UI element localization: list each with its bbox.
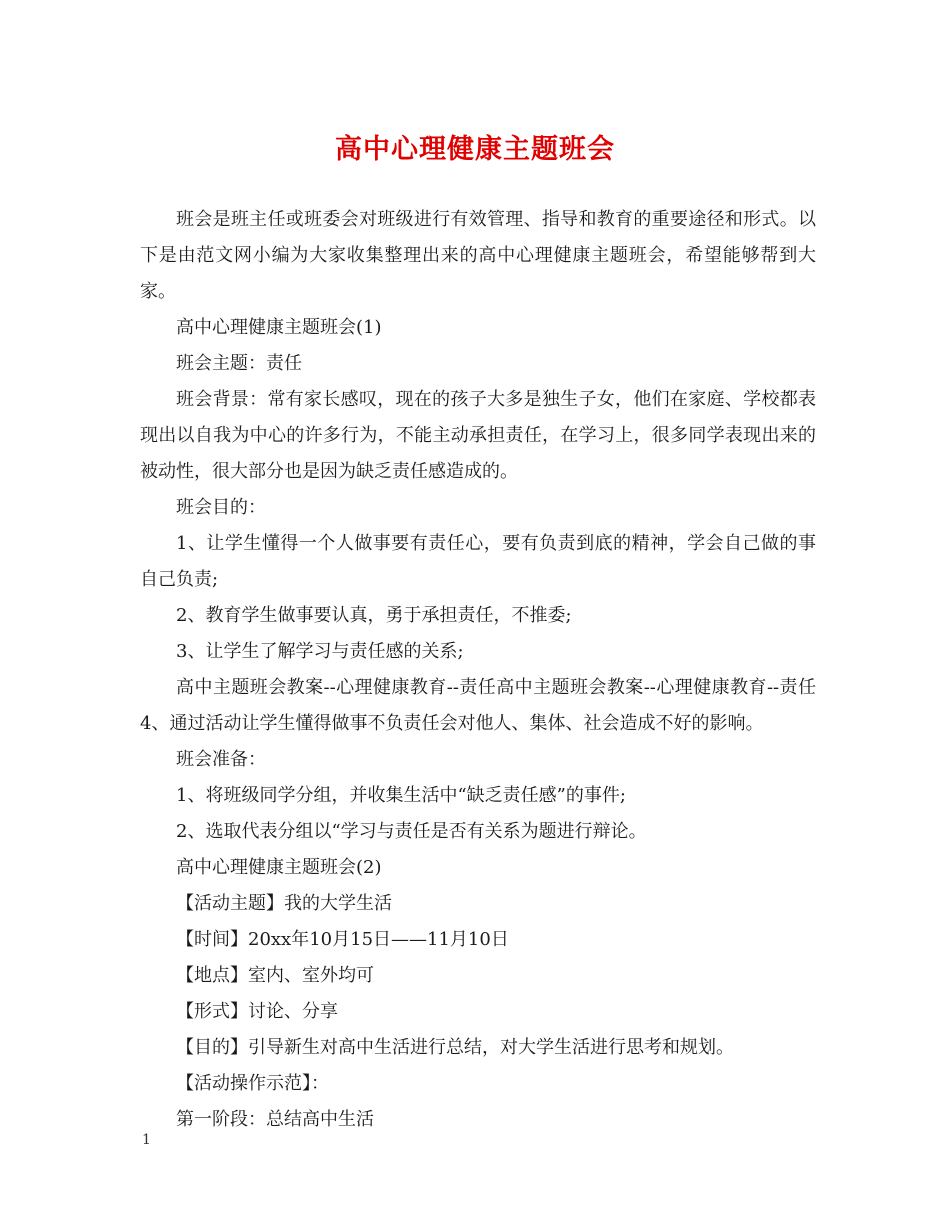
- activity-goal: 【目的】引导新生对高中生活进行总结，对大学生活进行思考和规划。: [176, 1037, 734, 1058]
- stage-one: 第一阶段：总结高中生活: [176, 1109, 374, 1130]
- activity-theme: 【活动主题】我的大学生活: [176, 893, 392, 914]
- activity-time: 【时间】20xx年10月15日——11月10日: [176, 929, 509, 950]
- meeting-background: 班会背景：常有家长感叹，现在的孩子大多是独生子女，他们在家庭、学校都表现出以自我为中心的许多行为，不能主动承担责任，在学习上，很多同学表现出来的被动性，很大部分也是因为缺乏责任感造成的。: [140, 389, 816, 482]
- section-heading-1: 高中心理健康主题班会(1): [176, 317, 382, 338]
- purpose-item-4: 高中主题班会教案--心理健康教育--责任高中主题班会教案--心理健康教育--责任4、通过活动让学生懂得做事不负责任会对他人、集体、社会造成不好的影响。: [140, 677, 816, 734]
- intro-paragraph: 班会是班主任或班委会对班级进行有效管理、指导和教育的重要途径和形式。以下是由范文网小编为大家收集整理出来的高中心理健康主题班会，希望能够帮到大家。: [140, 209, 816, 302]
- preparation-label: 班会准备：: [176, 749, 266, 770]
- section-heading-2: 高中心理健康主题班会(2): [176, 857, 382, 878]
- preparation-item-2: 2、选取代表分组以“学习与责任是否有关系为题进行辩论。: [176, 821, 647, 842]
- preparation-item-1: 1、将班级同学分组，并收集生活中“缺乏责任感”的事件;: [176, 785, 626, 806]
- activity-location: 【地点】室内、室外均可: [176, 965, 374, 986]
- purpose-item-1: 1、让学生懂得一个人做事要有责任心，要有负责到底的精神，学会自己做的事自己负责;: [140, 533, 816, 590]
- purpose-item-2: 2、教育学生做事要认真，勇于承担责任，不推委;: [176, 605, 572, 626]
- purpose-item-3: 3、让学生了解学习与责任感的关系;: [176, 641, 464, 662]
- meeting-theme: 班会主题：责任: [176, 353, 302, 374]
- activity-demo-label: 【活动操作示范】：: [176, 1073, 329, 1094]
- document-body: [140, 202, 816, 1138]
- document-title: 高中心理健康主题班会: [335, 134, 615, 165]
- page-number: 1: [142, 1132, 151, 1148]
- activity-format: 【形式】讨论、分享: [176, 1001, 338, 1022]
- meeting-purpose-label: 班会目的：: [176, 497, 266, 518]
